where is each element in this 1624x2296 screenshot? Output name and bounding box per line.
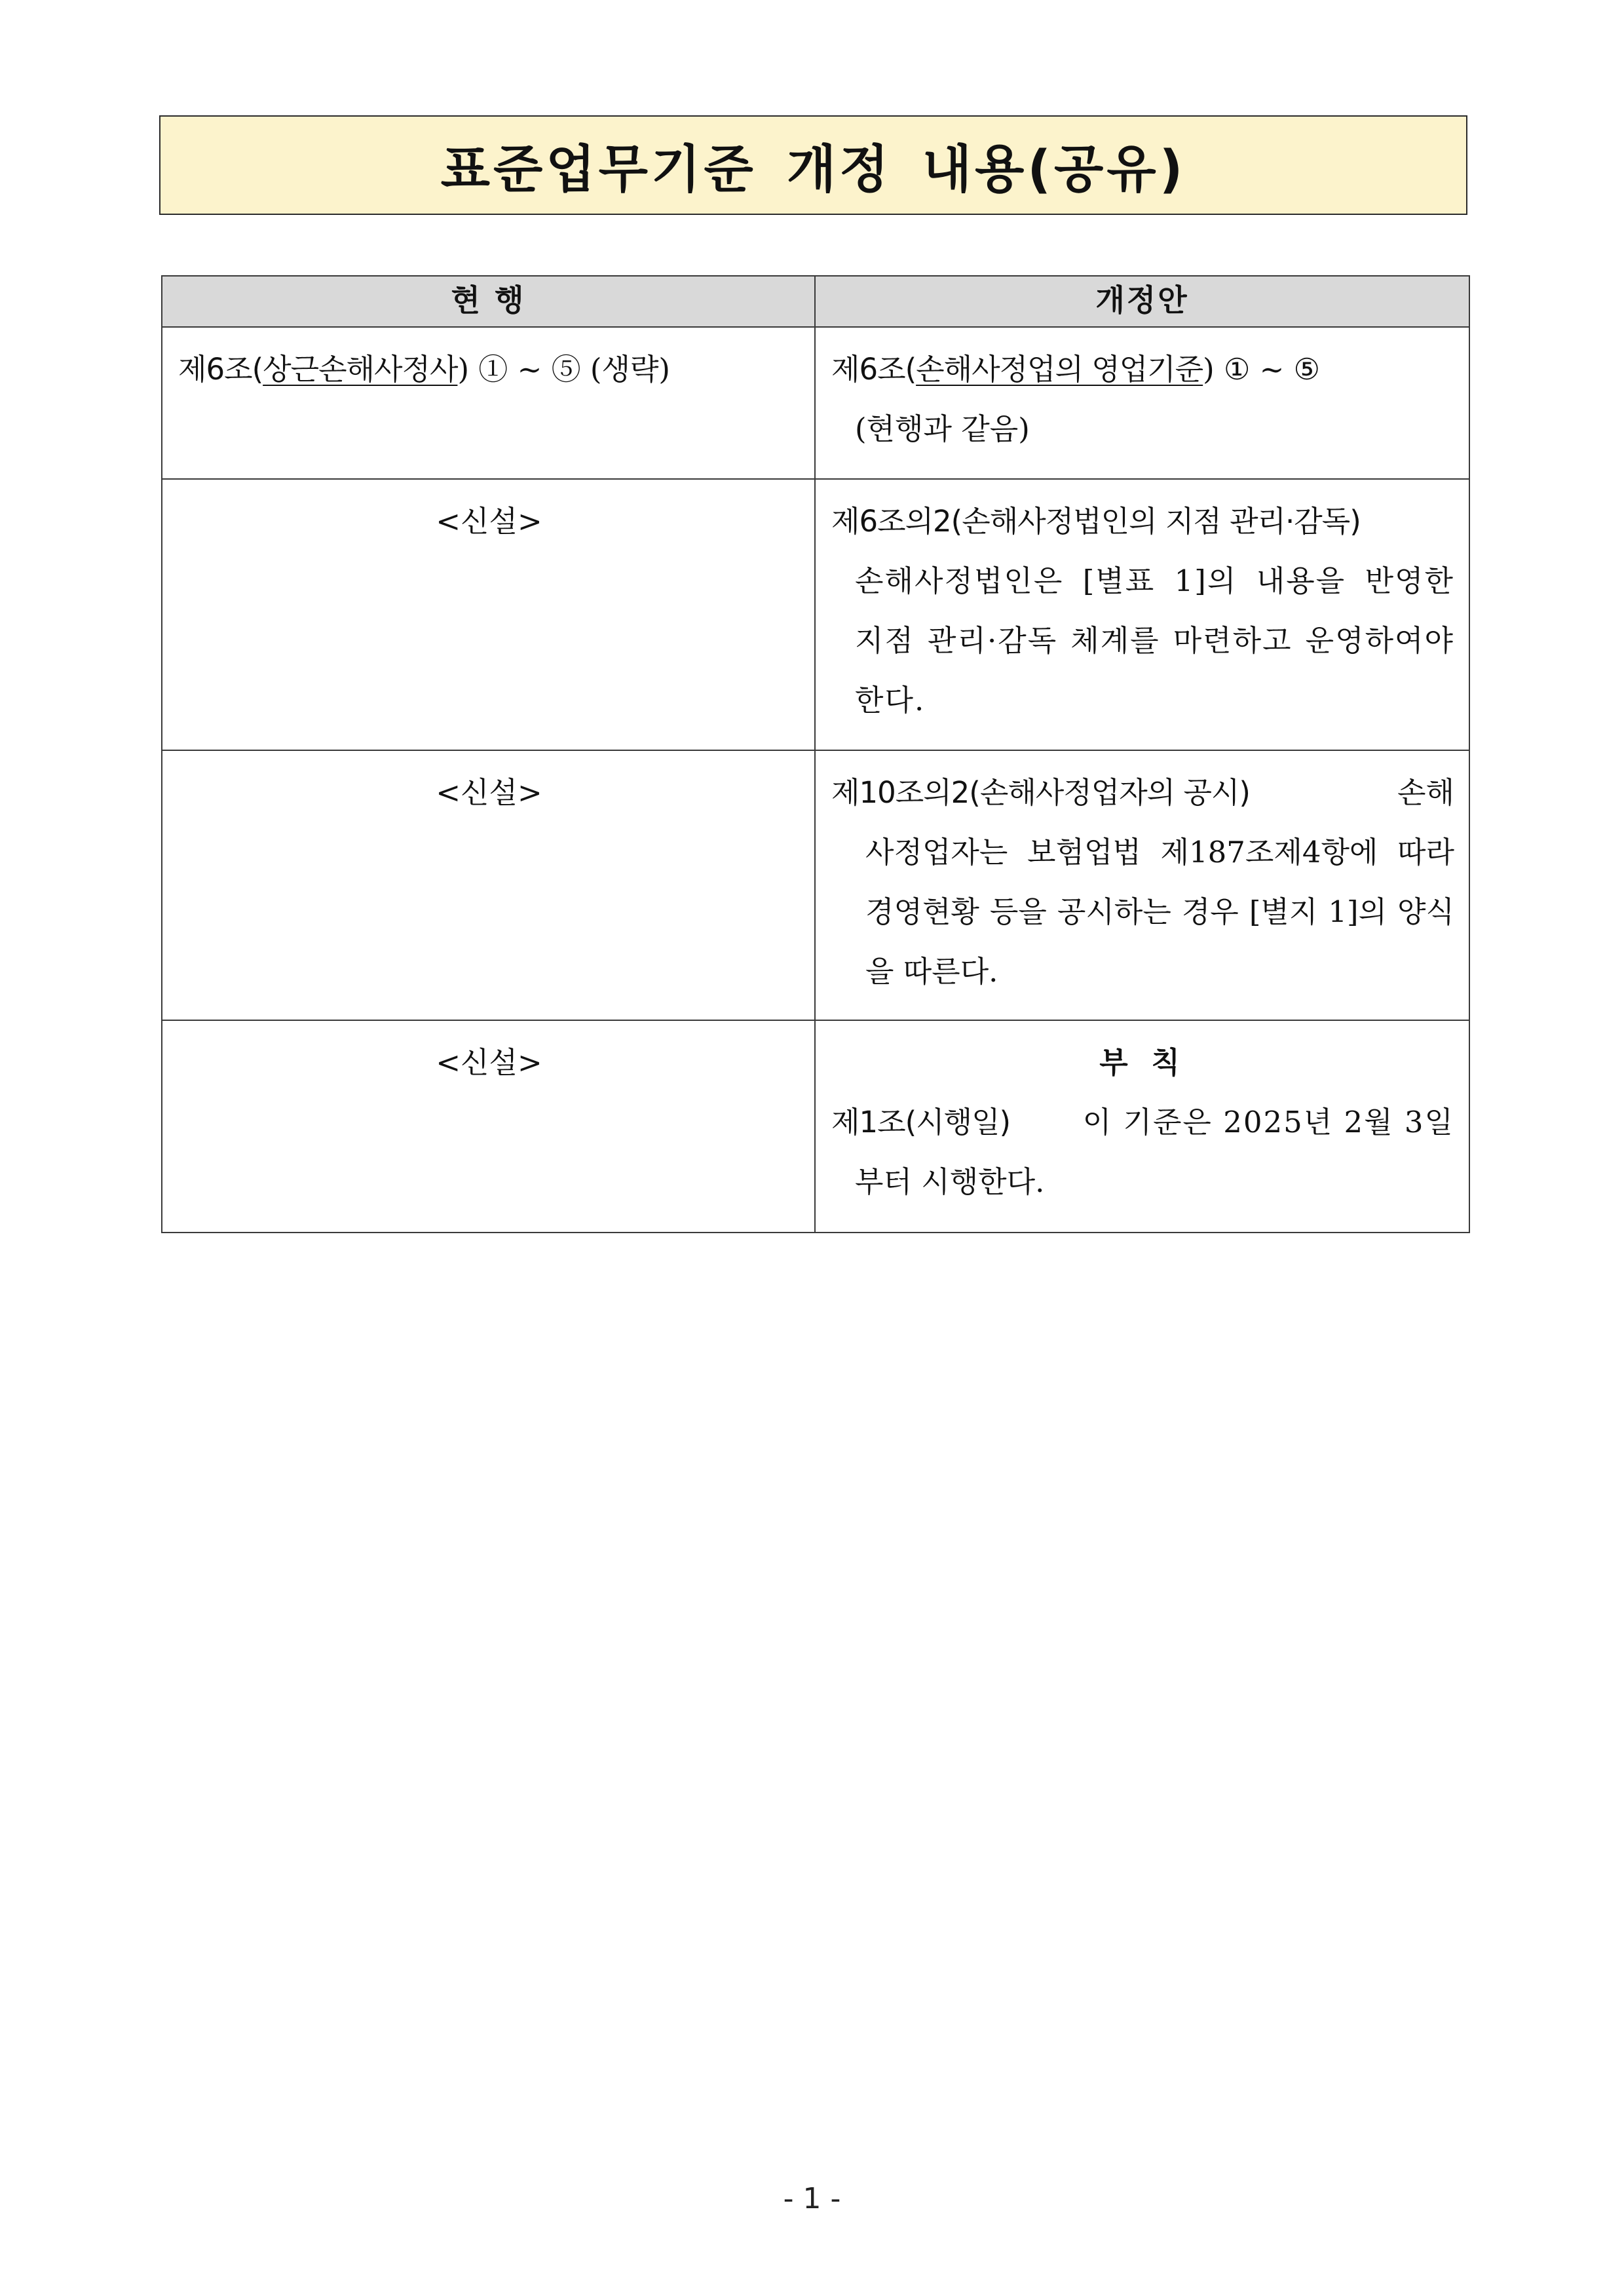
table-row bbox=[162, 327, 1469, 479]
table-row bbox=[162, 1020, 1469, 1233]
header-proposed: 개정안 bbox=[815, 276, 1469, 327]
proposed-cell: 제10조의2(손해사정업자의 공시) 손해 사정업자는 보험업법 제187조제4항에 따라 경영현황 등을 공시하는 경우 [별지 1]의 양식을 따른다. bbox=[815, 750, 1469, 1020]
current-cell bbox=[162, 1020, 815, 1233]
title-banner bbox=[159, 115, 1467, 215]
table-row bbox=[162, 750, 1469, 1020]
current-cell bbox=[162, 479, 815, 750]
underlined-term: 손해사정업의 영업기준 bbox=[916, 352, 1203, 387]
header-current: 현 행 bbox=[162, 276, 815, 327]
current-cell: 제6조(상근손해사정사) ① ~ ⑤ (생략) bbox=[162, 327, 815, 479]
article-body: 손해사정법인은 [별표 1]의 내용을 반영한 지점 관리·감독 체계를 마련하고 운영하여야 한다. bbox=[855, 564, 1454, 718]
document-title: 표준업무기준 개정 내용(공유) bbox=[440, 140, 1186, 199]
supplementary-provisions-title: 부 칙 bbox=[1099, 1045, 1186, 1080]
article-heading: 제1조(시행일) bbox=[831, 1105, 1011, 1139]
underlined-term: 상근손해사정사 bbox=[263, 352, 458, 387]
article-heading: 제6조의2(손해사정법인의 지점 관리·감독) bbox=[831, 504, 1361, 539]
proposed-cell: 제6조(손해사정업의 영업기준) ① ~ ⑤ (현행과 같음) bbox=[815, 327, 1469, 479]
table-row bbox=[162, 479, 1469, 750]
revision-comparison-table bbox=[161, 275, 1470, 1233]
new-provision-marker: <신설> bbox=[436, 775, 542, 810]
proposed-cell: 부 칙 제1조(시행일) 이 기준은 2025년 2월 3일 부터 시행한다. bbox=[815, 1020, 1469, 1233]
current-cell bbox=[162, 750, 815, 1020]
article-body: 부터 시행한다. bbox=[855, 1164, 1045, 1199]
article-body: 사정업자는 보험업법 제187조제4항에 따라 경영현황 등을 공시하는 경우 [별지 1]의 양식을 따른다. bbox=[865, 835, 1454, 989]
article-heading: 제10조의2(손해사정업자의 공시) bbox=[831, 775, 1250, 810]
table-header-row bbox=[162, 276, 1469, 327]
new-provision-marker: <신설> bbox=[436, 1045, 542, 1080]
page-number: - 1 - bbox=[783, 2182, 841, 2215]
new-provision-marker: <신설> bbox=[436, 504, 542, 539]
proposed-cell bbox=[815, 479, 1469, 750]
